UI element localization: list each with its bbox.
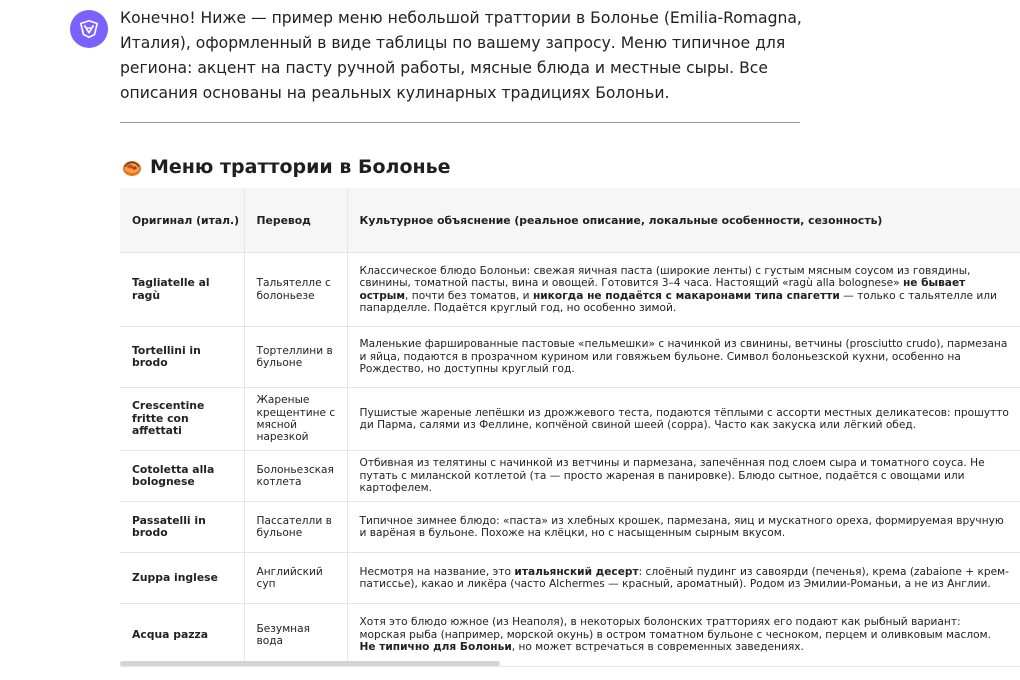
- assistant-logo-icon: [78, 18, 100, 40]
- menu-table: [120, 188, 1020, 667]
- assistant-message-text: Конечно! Ниже — пример меню небольшой траттории в Болонье (Emilia-Romagna, Италия), оформленный в виде таблицы по вашему запросу. Меню типичное для региона: акцент на пасту ручной работы, мясные блюда и местные сыры. Все описания основаны на реальных кулинарных традициях Болоньи.: [120, 9, 802, 102]
- dish-translation: Тальятелле с болоньезе: [244, 253, 347, 327]
- dish-original: Crescentine fritte con affettati: [120, 388, 244, 451]
- section-heading: [120, 155, 451, 179]
- column-header-original: Оригинал (итал.): [120, 188, 244, 253]
- column-header-translation: Перевод: [244, 188, 347, 253]
- dish-description: [347, 604, 1020, 667]
- text-fragment: Несмотря на название, это: [359, 565, 515, 578]
- divider: [120, 122, 800, 123]
- dish-original: Zuppa inglese: [120, 553, 244, 604]
- table-row: [120, 388, 1020, 451]
- dish-original: Passatelli in brodo: [120, 502, 244, 553]
- bold-fragment: никогда не подаётся с макаронами типа спагетти: [532, 289, 840, 302]
- bold-fragment: итальянский десерт: [514, 565, 639, 578]
- text-fragment: Хотя это блюдо южное (из Неаполя), в некоторых болонских тратториях его подают как рыбный вариант: морская рыба (например, морской окунь) в остром томатном бульоне с чесноком, перцем и оливковым маслом.: [359, 616, 991, 641]
- text-fragment: Пушистые жареные лепёшки из дрожжевого теста, подаются тёплыми с ассорти местных деликатесов: прошутто ди Парма, салями из Феллине, копчёной свиной шеей (coppa). Часто как закуска или лёгкий обед.: [359, 406, 1009, 431]
- text-fragment: — только с тальятелле или папарделле. Подаётся круглый год, но особенно зимой.: [359, 289, 997, 314]
- section-heading-text: Меню траттории в Болонье: [150, 156, 451, 178]
- table-header-row: [120, 188, 1020, 253]
- dish-description: [347, 502, 1020, 553]
- text-fragment: Типичное зимнее блюдо: «паста» из хлебных крошек, пармезана, яиц и мускатного ореха, формируемая вручную и варёная в бульоне. Похоже на клёцки, но с насыщенным сырным вкусом.: [359, 514, 1004, 539]
- dish-translation: Пассателли в бульоне: [244, 502, 347, 553]
- dish-description: [347, 388, 1020, 451]
- dish-original: Tortellini in brodo: [120, 327, 244, 388]
- dish-original: Tagliatelle al ragù: [120, 253, 244, 327]
- table-row: [120, 502, 1020, 553]
- horizontal-scrollbar[interactable]: [120, 661, 500, 666]
- column-header-explanation: Культурное объяснение (реальное описание, локальные особенности, сезонность): [347, 188, 1020, 253]
- text-fragment: , почти без томатов, и: [405, 289, 533, 302]
- dish-translation: Жареные крещентине с мясной нарезкой: [244, 388, 347, 451]
- bold-fragment: не бывает острым: [359, 277, 966, 302]
- text-fragment: : слоёный пудинг из савоярди (печенья), крема (zabaione + крем-патиссье), какао и ликёра (часто Alchermes — красный, ароматный). Родом из Эмилии-Романьи, а не из Англии.: [359, 565, 1009, 590]
- dish-description: [347, 451, 1020, 502]
- dish-translation: Тортеллини в бульоне: [244, 327, 347, 388]
- dish-translation: Безумная вода: [244, 604, 347, 667]
- dish-translation: Болоньезская котлета: [244, 451, 347, 502]
- dish-original: Cotoletta alla bolognese: [120, 451, 244, 502]
- dish-description: [347, 327, 1020, 388]
- text-fragment: , но может встречаться в современных заведениях.: [511, 641, 804, 654]
- table-row: [120, 253, 1020, 327]
- text-fragment: Отбивная из телятины с начинкой из ветчины и пармезана, запечённая под слоем сыра и томатного соуса. Не путать с миланской котлетой (та — просто жареная в панировке). Блюдо сытное, подаётся с овощами или картофелем.: [359, 457, 985, 495]
- dish-description: [347, 253, 1020, 327]
- table-row: [120, 327, 1020, 388]
- orange-ball-icon: [120, 155, 144, 179]
- table-row: [120, 604, 1020, 667]
- assistant-avatar: [70, 10, 108, 48]
- dish-description: [347, 553, 1020, 604]
- table-row: [120, 451, 1020, 502]
- bold-fragment: Не типично для Болоньи: [359, 641, 512, 654]
- menu-table-container[interactable]: [120, 188, 1009, 666]
- text-fragment: Маленькие фаршированные пастовые «пельмешки» с начинкой из свинины, ветчины (prosciutto crudo), пармезана и яйца, подаются в прозрачном курином или говяжьем бульоне. Символ болоньезской кухни, особенно на Рождество, но доступны круглый год.: [359, 338, 1008, 376]
- table-row: [120, 553, 1020, 604]
- text-fragment: Классическое блюдо Болоньи: свежая яичная паста (широкие ленты) с густым мясным соусом из говядины, свинины, томатной пасты, вина и овощей. Готовится 3–4 часа. Настоящий «ragù alla bolognese»: [359, 264, 971, 290]
- dish-translation: Английский суп: [244, 553, 347, 604]
- dish-original: Acqua pazza: [120, 604, 244, 667]
